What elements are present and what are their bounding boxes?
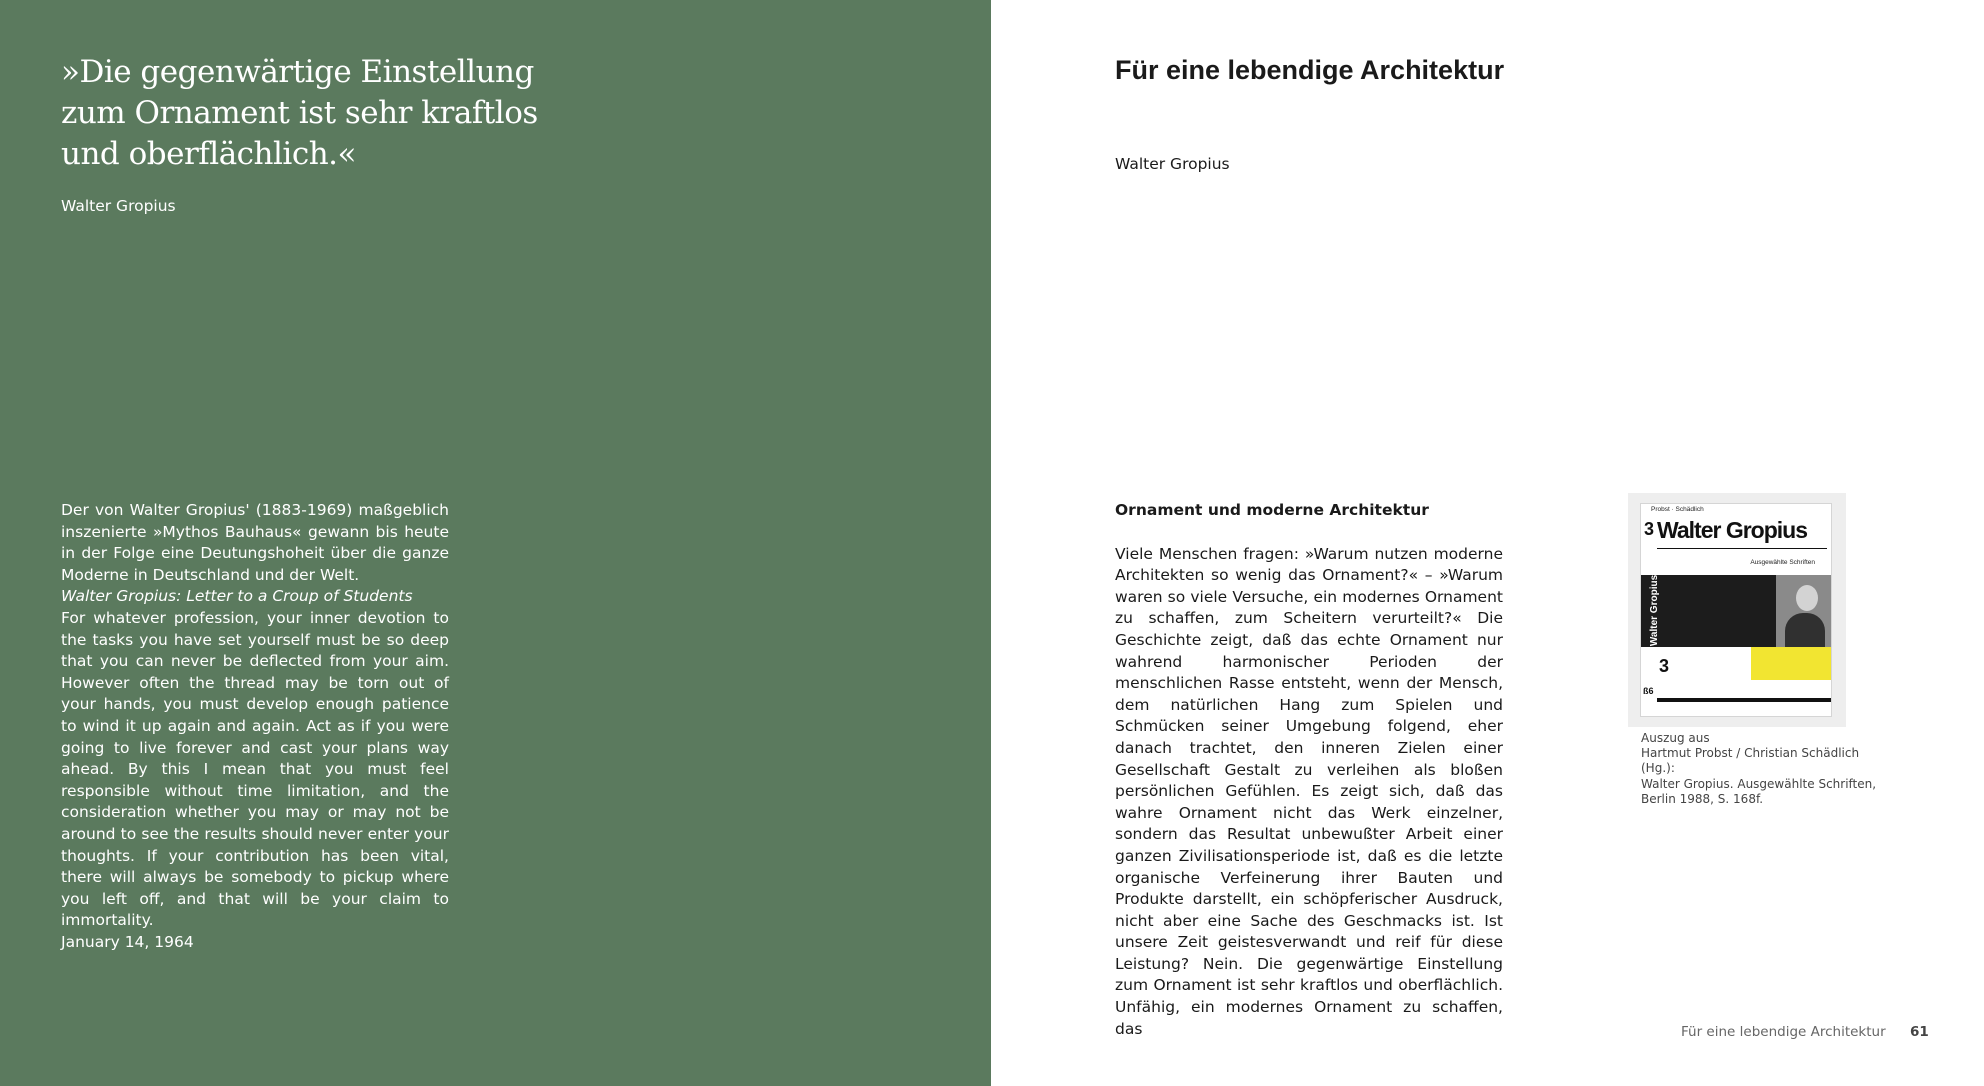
letter-title: Walter Gropius: Letter to a Croup of Students (61, 587, 413, 606)
article-title: Für eine lebendige Architektur (1115, 55, 1505, 85)
book-cover-image (1628, 493, 1846, 727)
cover-subtitle: Ausgewählte Schriften (1750, 559, 1815, 566)
quote-author: Walter Gropius (61, 197, 176, 215)
left-page (0, 0, 991, 1086)
caption-line: Auszug aus (1641, 731, 1710, 745)
quote-line: zum Ornament ist sehr kraftlos (61, 95, 538, 131)
article-author: Walter Gropius (1115, 155, 1230, 173)
cover-editors: Probst · Schädlich (1651, 506, 1704, 513)
cover-spine-text: Walter Gropius (1649, 574, 1661, 647)
portrait-body (1785, 613, 1825, 647)
quote-line: und oberflächlich.« (61, 136, 356, 172)
cover-bottom-bar (1657, 698, 1831, 702)
image-caption (1641, 731, 1891, 807)
cover-yellow-block (1751, 647, 1831, 680)
portrait-head (1796, 585, 1818, 611)
cover-rule (1657, 548, 1827, 549)
cover-volume-number-large: 3 (1659, 656, 1670, 676)
section-heading: Ornament und moderne Architektur (1115, 501, 1429, 519)
running-footer: Für eine lebendige Architektur (1681, 1024, 1886, 1040)
intro-text-block (61, 500, 449, 953)
article-body (1115, 500, 1503, 1040)
caption-line: Berlin 1988, S. 168f. (1641, 791, 1764, 806)
letter-date: January 14, 1964 (61, 932, 194, 951)
pull-quote (61, 52, 581, 175)
page-number: 61 (1910, 1024, 1929, 1040)
publisher-logo: ß6 (1643, 686, 1654, 696)
quote-line: »Die gegenwärtige Einstellung (61, 54, 534, 90)
letter-text: For whatever profession, your inner devotion to the tasks you have set yourself must be so deep that you can never be deflected from your aim. However often the thread may be torn out of your hands, you must develop enough patience to wind it up again and again. Act as if you were going to live forever and cast your plans way ahead. By this I mean that you must feel responsible without time limitation, and the consideration whether you may or may not be around to see the results should never enter your thoughts. If your contribution has been vital, there will always be somebody to pickup where you left off, and that will be your claim to immortality. (61, 608, 449, 930)
book-cover (1640, 503, 1832, 717)
caption-line: Hartmut Probst / Christian Schädlich (Hg.): (1641, 746, 1860, 776)
cover-portrait (1776, 575, 1831, 647)
caption-line: Walter Gropius. Ausgewählte Schriften, (1641, 776, 1877, 791)
cover-volume-number: 3 (1644, 519, 1655, 539)
article-paragraph: Viele Menschen fragen: »Warum nutzen moderne Architekten so wenig das Ornament?« – »Warum waren so viele Versuche, ein modernes Ornament zu schaffen, zum Scheitern verurteilt?« Die Geschichte zeigt, daß das echte Ornament nur wahrend harmonischer Perioden der menschlichen Rasse entsteht, wenn der Mensch, dem natürlichen Hang zum Spielen und Schmücken seiner Umgebung folgend, eher danach trachtet, den inneren Zielen einer Gesellschaft Gestalt zu verleihen als bloßen persönlichen Gefühlen. Es zeigt sich, daß das wahre Ornament nicht das Werk einzelner, sondern das Resultat unbewußter Arbeit einer ganzen Zivilisationsperiode ist, daß es die letzte organische Verfeinerung ihrer Bauten und Produkte darstellt, ein schöpferischer Ausdruck, nicht aber eine Sache des Geschmacks ist. Ist unsere Zeit geistesverwandt und reif für diese Leistung? Nein. Die gegenwärtige Einstellung zum Ornament ist sehr kraftlos und oberflächlich. Unfähig, ein modernes Ornament zu schaffen, das (1115, 544, 1503, 1038)
cover-title: Walter Gropius (1657, 517, 1807, 543)
bio-paragraph: Der von Walter Gropius' (1883-1969) maßgeblich inszenierte »Mythos Bauhaus« gewann bis heute in der Folge eine Deutungshoheit über die ganze Moderne in Deutschland und der Welt. (61, 501, 449, 584)
